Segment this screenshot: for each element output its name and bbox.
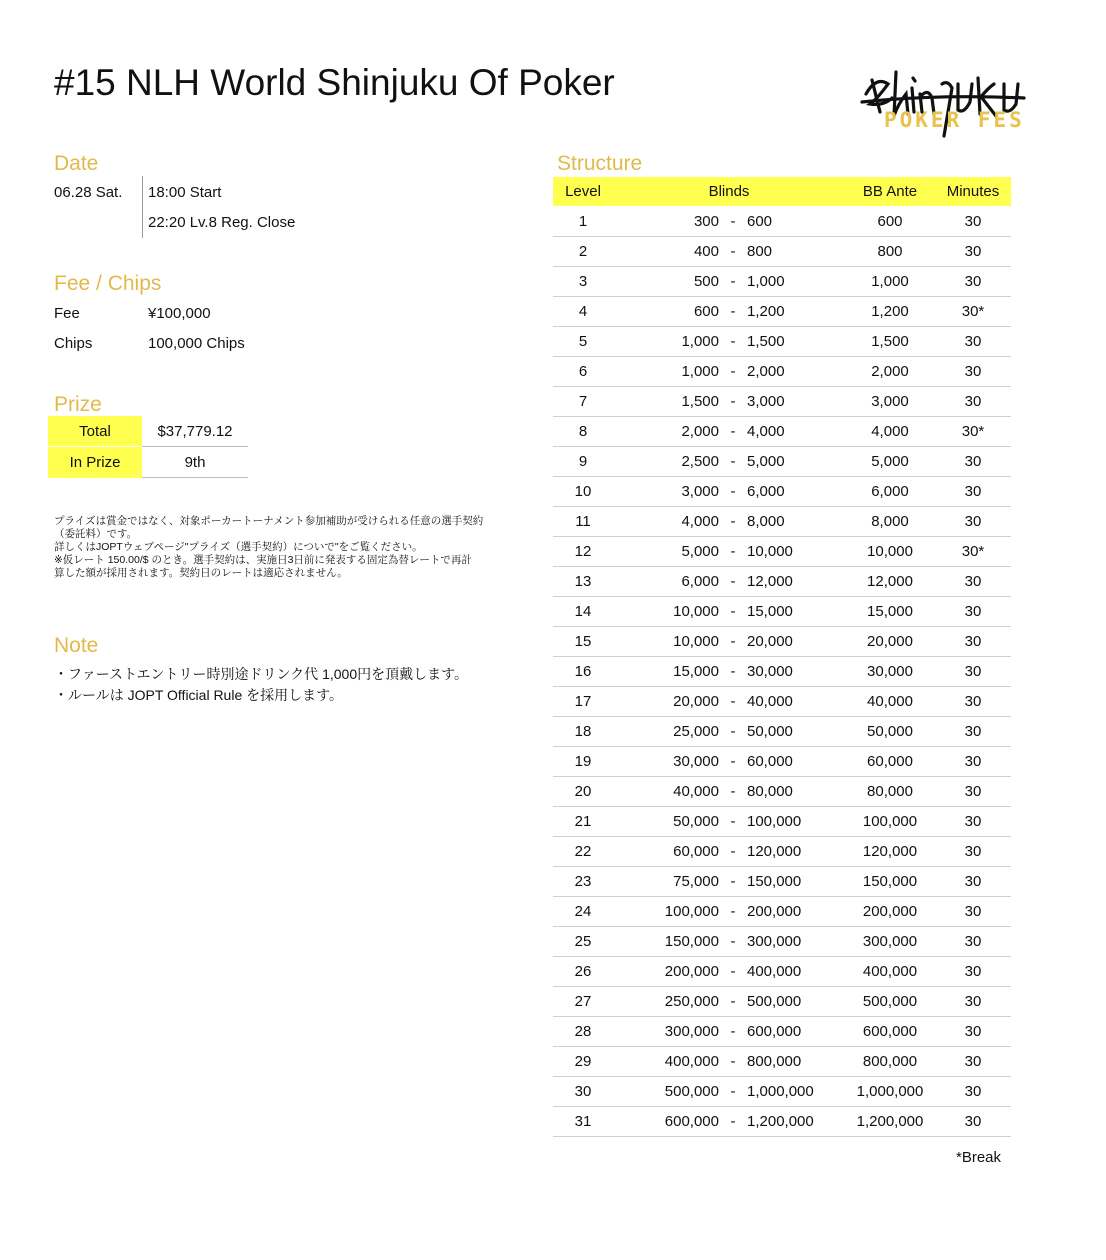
structure-row [553, 207, 1011, 237]
blind-separator: - [719, 267, 747, 297]
fine-print-line: プライズは賞金ではなく、対象ポーカートーナメント参加補助が受けられる任意の選手契約 [54, 515, 484, 527]
level-cell: 5 [553, 327, 613, 357]
level-cell: 13 [553, 567, 613, 597]
level-cell: 12 [553, 537, 613, 567]
small-blind-cell: 40,000 [613, 777, 719, 807]
small-blind-cell: 600 [613, 297, 719, 327]
big-blind-cell: 6,000 [747, 477, 845, 507]
bb-ante-cell: 1,200,000 [845, 1107, 935, 1137]
structure-row [553, 867, 1011, 897]
blind-separator: - [719, 387, 747, 417]
blind-separator: - [719, 837, 747, 867]
level-cell: 24 [553, 897, 613, 927]
level-cell: 4 [553, 297, 613, 327]
big-blind-cell: 1,200 [747, 297, 845, 327]
level-cell: 1 [553, 207, 613, 237]
small-blind-cell: 100,000 [613, 897, 719, 927]
fee-label: Fee [54, 305, 80, 322]
prize-table [48, 416, 248, 478]
big-blind-cell: 1,500 [747, 327, 845, 357]
minutes-cell: 30 [935, 657, 1011, 687]
small-blind-cell: 20,000 [613, 687, 719, 717]
small-blind-cell: 1,500 [613, 387, 719, 417]
minutes-cell: 30 [935, 837, 1011, 867]
minutes-cell: 30 [935, 717, 1011, 747]
minutes-cell: 30 [935, 477, 1011, 507]
date-heading: Date [54, 152, 99, 175]
level-cell: 18 [553, 717, 613, 747]
structure-body [553, 207, 1011, 1137]
level-cell: 15 [553, 627, 613, 657]
bb-ante-cell: 8,000 [845, 507, 935, 537]
bb-ante-cell: 500,000 [845, 987, 935, 1017]
blind-separator: - [719, 597, 747, 627]
minutes-cell: 30 [935, 387, 1011, 417]
blind-separator: - [719, 327, 747, 357]
blind-separator: - [719, 477, 747, 507]
page-title: #15 NLH World Shinjuku Of Poker [54, 62, 615, 103]
structure-row [553, 717, 1011, 747]
blind-separator: - [719, 627, 747, 657]
minutes-cell: 30 [935, 897, 1011, 927]
level-cell: 2 [553, 237, 613, 267]
structure-row [553, 567, 1011, 597]
prize-total-value: $37,779.12 [142, 416, 248, 447]
bb-ante-cell: 800 [845, 237, 935, 267]
small-blind-cell: 1,000 [613, 357, 719, 387]
structure-row [553, 927, 1011, 957]
fine-print-line: ※仮レート 150.00/$ のとき。選手契約は、実施日3日前に発表する固定為替レートで再計 [54, 554, 472, 566]
minutes-cell: 30 [935, 747, 1011, 777]
blind-separator: - [719, 807, 747, 837]
logo-brush-mark [858, 54, 1026, 150]
bb-ante-cell: 12,000 [845, 567, 935, 597]
bb-ante-cell: 800,000 [845, 1047, 935, 1077]
level-cell: 21 [553, 807, 613, 837]
chips-label: Chips [54, 335, 93, 352]
structure-row [553, 837, 1011, 867]
big-blind-cell: 800,000 [747, 1047, 845, 1077]
small-blind-cell: 300,000 [613, 1017, 719, 1047]
minutes-cell: 30 [935, 867, 1011, 897]
structure-row [553, 777, 1011, 807]
small-blind-cell: 150,000 [613, 927, 719, 957]
bb-ante-cell: 600 [845, 207, 935, 237]
level-cell: 14 [553, 597, 613, 627]
structure-row [553, 237, 1011, 267]
big-blind-cell: 600,000 [747, 1017, 845, 1047]
big-blind-cell: 2,000 [747, 357, 845, 387]
small-blind-cell: 500 [613, 267, 719, 297]
blind-separator: - [719, 357, 747, 387]
level-cell: 23 [553, 867, 613, 897]
bb-ante-cell: 6,000 [845, 477, 935, 507]
minutes-cell: 30 [935, 207, 1011, 237]
structure-row [553, 327, 1011, 357]
structure-heading: Structure [557, 152, 643, 175]
minutes-cell: 30 [935, 1077, 1011, 1107]
level-cell: 19 [553, 747, 613, 777]
bb-ante-cell: 1,000,000 [845, 1077, 935, 1107]
bb-ante-cell: 1,200 [845, 297, 935, 327]
small-blind-cell: 3,000 [613, 477, 719, 507]
level-cell: 25 [553, 927, 613, 957]
small-blind-cell: 6,000 [613, 567, 719, 597]
structure-row [553, 507, 1011, 537]
prize-in-prize-row [48, 447, 248, 478]
level-cell: 29 [553, 1047, 613, 1077]
small-blind-cell: 15,000 [613, 657, 719, 687]
big-blind-cell: 8,000 [747, 507, 845, 537]
blind-separator: - [719, 1017, 747, 1047]
big-blind-cell: 600 [747, 207, 845, 237]
date-day: 06.28 Sat. [54, 184, 123, 201]
prize-fine-print [54, 515, 524, 580]
bb-ante-cell: 5,000 [845, 447, 935, 477]
structure-row [553, 957, 1011, 987]
big-blind-cell: 40,000 [747, 687, 845, 717]
level-cell: 17 [553, 687, 613, 717]
structure-row [553, 357, 1011, 387]
bb-ante-cell: 400,000 [845, 957, 935, 987]
small-blind-cell: 30,000 [613, 747, 719, 777]
structure-row [553, 747, 1011, 777]
big-blind-cell: 400,000 [747, 957, 845, 987]
small-blind-cell: 2,500 [613, 447, 719, 477]
structure-row [553, 687, 1011, 717]
bb-ante-cell: 200,000 [845, 897, 935, 927]
blind-separator: - [719, 657, 747, 687]
blind-separator: - [719, 537, 747, 567]
minutes-cell: 30 [935, 237, 1011, 267]
minutes-cell: 30 [935, 957, 1011, 987]
blind-separator: - [719, 297, 747, 327]
minutes-cell: 30 [935, 567, 1011, 597]
big-blind-cell: 150,000 [747, 867, 845, 897]
blind-separator: - [719, 237, 747, 267]
small-blind-cell: 60,000 [613, 837, 719, 867]
logo-subtitle: POKER FES [884, 108, 1025, 132]
blind-separator: - [719, 447, 747, 477]
level-cell: 11 [553, 507, 613, 537]
small-blind-cell: 200,000 [613, 957, 719, 987]
level-cell: 22 [553, 837, 613, 867]
big-blind-cell: 100,000 [747, 807, 845, 837]
small-blind-cell: 600,000 [613, 1107, 719, 1137]
bb-ante-cell: 10,000 [845, 537, 935, 567]
bb-ante-cell: 2,000 [845, 357, 935, 387]
bb-ante-cell: 120,000 [845, 837, 935, 867]
note-heading: Note [54, 634, 99, 657]
bb-ante-cell: 150,000 [845, 867, 935, 897]
header-bb-ante: BB Ante [845, 177, 935, 207]
bb-ante-cell: 3,000 [845, 387, 935, 417]
bb-ante-cell: 20,000 [845, 627, 935, 657]
blind-separator: - [719, 747, 747, 777]
blind-separator: - [719, 207, 747, 237]
bb-ante-cell: 80,000 [845, 777, 935, 807]
big-blind-cell: 3,000 [747, 387, 845, 417]
header-level: Level [553, 177, 613, 207]
header-blinds: Blinds [613, 177, 845, 207]
big-blind-cell: 500,000 [747, 987, 845, 1017]
minutes-cell: 30 [935, 1047, 1011, 1077]
note-line: ・ファーストエントリー時別途ドリンク代 1,000円を頂戴します。 [54, 666, 468, 682]
blind-separator: - [719, 1107, 747, 1137]
note-line: ・ルールは JOPT Official Rule を採用します。 [54, 687, 344, 703]
minutes-cell: 30 [935, 807, 1011, 837]
minutes-cell: 30 [935, 357, 1011, 387]
prize-in-prize-label: In Prize [48, 447, 142, 478]
big-blind-cell: 10,000 [747, 537, 845, 567]
small-blind-cell: 75,000 [613, 867, 719, 897]
structure-row [553, 297, 1011, 327]
bb-ante-cell: 100,000 [845, 807, 935, 837]
fee-value: ¥100,000 [148, 305, 211, 322]
structure-row [553, 1047, 1011, 1077]
blind-separator: - [719, 1047, 747, 1077]
minutes-cell: 30 [935, 927, 1011, 957]
big-blind-cell: 1,000,000 [747, 1077, 845, 1107]
small-blind-cell: 500,000 [613, 1077, 719, 1107]
fine-print-line: 詳しくはJOPTウェブページ"プライズ（選手契約）についで"をご覧ください。 [54, 541, 423, 553]
bb-ante-cell: 4,000 [845, 417, 935, 447]
minutes-cell: 30 [935, 777, 1011, 807]
level-cell: 6 [553, 357, 613, 387]
small-blind-cell: 400 [613, 237, 719, 267]
fine-print-line: 算した額が採用されます。契約日のレートは適応されません。 [54, 567, 348, 579]
blind-separator: - [719, 1077, 747, 1107]
date-reg-close: 22:20 Lv.8 Reg. Close [148, 214, 296, 231]
level-cell: 28 [553, 1017, 613, 1047]
blind-separator: - [719, 417, 747, 447]
header-minutes: Minutes [935, 177, 1011, 207]
prize-in-prize-value: 9th [142, 447, 248, 478]
level-cell: 26 [553, 957, 613, 987]
minutes-cell: 30 [935, 1017, 1011, 1047]
small-blind-cell: 5,000 [613, 537, 719, 567]
minutes-cell: 30 [935, 597, 1011, 627]
level-cell: 20 [553, 777, 613, 807]
prize-total-label: Total [48, 416, 142, 447]
blind-separator: - [719, 777, 747, 807]
level-cell: 27 [553, 987, 613, 1017]
small-blind-cell: 250,000 [613, 987, 719, 1017]
blind-separator: - [719, 987, 747, 1017]
big-blind-cell: 80,000 [747, 777, 845, 807]
bb-ante-cell: 1,500 [845, 327, 935, 357]
big-blind-cell: 12,000 [747, 567, 845, 597]
structure-row [553, 807, 1011, 837]
small-blind-cell: 10,000 [613, 597, 719, 627]
bb-ante-cell: 50,000 [845, 717, 935, 747]
prize-total-row [48, 416, 248, 447]
blind-separator: - [719, 687, 747, 717]
structure-row [553, 447, 1011, 477]
bb-ante-cell: 15,000 [845, 597, 935, 627]
minutes-cell: 30* [935, 417, 1011, 447]
big-blind-cell: 60,000 [747, 747, 845, 777]
structure-row [553, 657, 1011, 687]
small-blind-cell: 25,000 [613, 717, 719, 747]
minutes-cell: 30 [935, 327, 1011, 357]
big-blind-cell: 5,000 [747, 447, 845, 477]
level-cell: 9 [553, 447, 613, 477]
bb-ante-cell: 1,000 [845, 267, 935, 297]
small-blind-cell: 2,000 [613, 417, 719, 447]
date-start-time: 18:00 Start [148, 184, 222, 201]
structure-row [553, 417, 1011, 447]
bb-ante-cell: 30,000 [845, 657, 935, 687]
minutes-cell: 30* [935, 297, 1011, 327]
prize-heading: Prize [54, 393, 102, 416]
small-blind-cell: 400,000 [613, 1047, 719, 1077]
level-cell: 10 [553, 477, 613, 507]
small-blind-cell: 10,000 [613, 627, 719, 657]
blind-separator: - [719, 507, 747, 537]
structure-row [553, 1077, 1011, 1107]
structure-row [553, 537, 1011, 567]
break-footnote: *Break [956, 1149, 1002, 1166]
structure-row [553, 597, 1011, 627]
bb-ante-cell: 300,000 [845, 927, 935, 957]
blind-separator: - [719, 567, 747, 597]
structure-row [553, 897, 1011, 927]
level-cell: 7 [553, 387, 613, 417]
structure-row [553, 627, 1011, 657]
minutes-cell: 30 [935, 447, 1011, 477]
big-blind-cell: 300,000 [747, 927, 845, 957]
minutes-cell: 30 [935, 987, 1011, 1017]
note-list [54, 664, 468, 706]
blind-separator: - [719, 717, 747, 747]
small-blind-cell: 50,000 [613, 807, 719, 837]
small-blind-cell: 1,000 [613, 327, 719, 357]
fee-chips-heading: Fee / Chips [54, 272, 162, 295]
level-cell: 30 [553, 1077, 613, 1107]
blind-separator: - [719, 867, 747, 897]
small-blind-cell: 4,000 [613, 507, 719, 537]
level-cell: 16 [553, 657, 613, 687]
minutes-cell: 30* [935, 537, 1011, 567]
structure-row [553, 387, 1011, 417]
big-blind-cell: 15,000 [747, 597, 845, 627]
big-blind-cell: 4,000 [747, 417, 845, 447]
bb-ante-cell: 40,000 [845, 687, 935, 717]
big-blind-cell: 50,000 [747, 717, 845, 747]
date-divider [142, 176, 143, 238]
minutes-cell: 30 [935, 1107, 1011, 1137]
level-cell: 31 [553, 1107, 613, 1137]
level-cell: 8 [553, 417, 613, 447]
chips-value: 100,000 Chips [148, 335, 245, 352]
structure-row [553, 267, 1011, 297]
level-cell: 3 [553, 267, 613, 297]
bb-ante-cell: 600,000 [845, 1017, 935, 1047]
big-blind-cell: 1,200,000 [747, 1107, 845, 1137]
minutes-cell: 30 [935, 627, 1011, 657]
structure-row [553, 1107, 1011, 1137]
structure-header-row [553, 177, 1011, 207]
blind-separator: - [719, 927, 747, 957]
minutes-cell: 30 [935, 687, 1011, 717]
small-blind-cell: 300 [613, 207, 719, 237]
minutes-cell: 30 [935, 507, 1011, 537]
structure-row [553, 1017, 1011, 1047]
fine-print-line: （委託料）です。 [54, 528, 138, 540]
structure-row [553, 477, 1011, 507]
big-blind-cell: 200,000 [747, 897, 845, 927]
big-blind-cell: 30,000 [747, 657, 845, 687]
bb-ante-cell: 60,000 [845, 747, 935, 777]
big-blind-cell: 800 [747, 237, 845, 267]
big-blind-cell: 1,000 [747, 267, 845, 297]
minutes-cell: 30 [935, 267, 1011, 297]
blind-separator: - [719, 897, 747, 927]
blind-separator: - [719, 957, 747, 987]
big-blind-cell: 120,000 [747, 837, 845, 867]
structure-table [553, 177, 1011, 1137]
big-blind-cell: 20,000 [747, 627, 845, 657]
structure-row [553, 987, 1011, 1017]
